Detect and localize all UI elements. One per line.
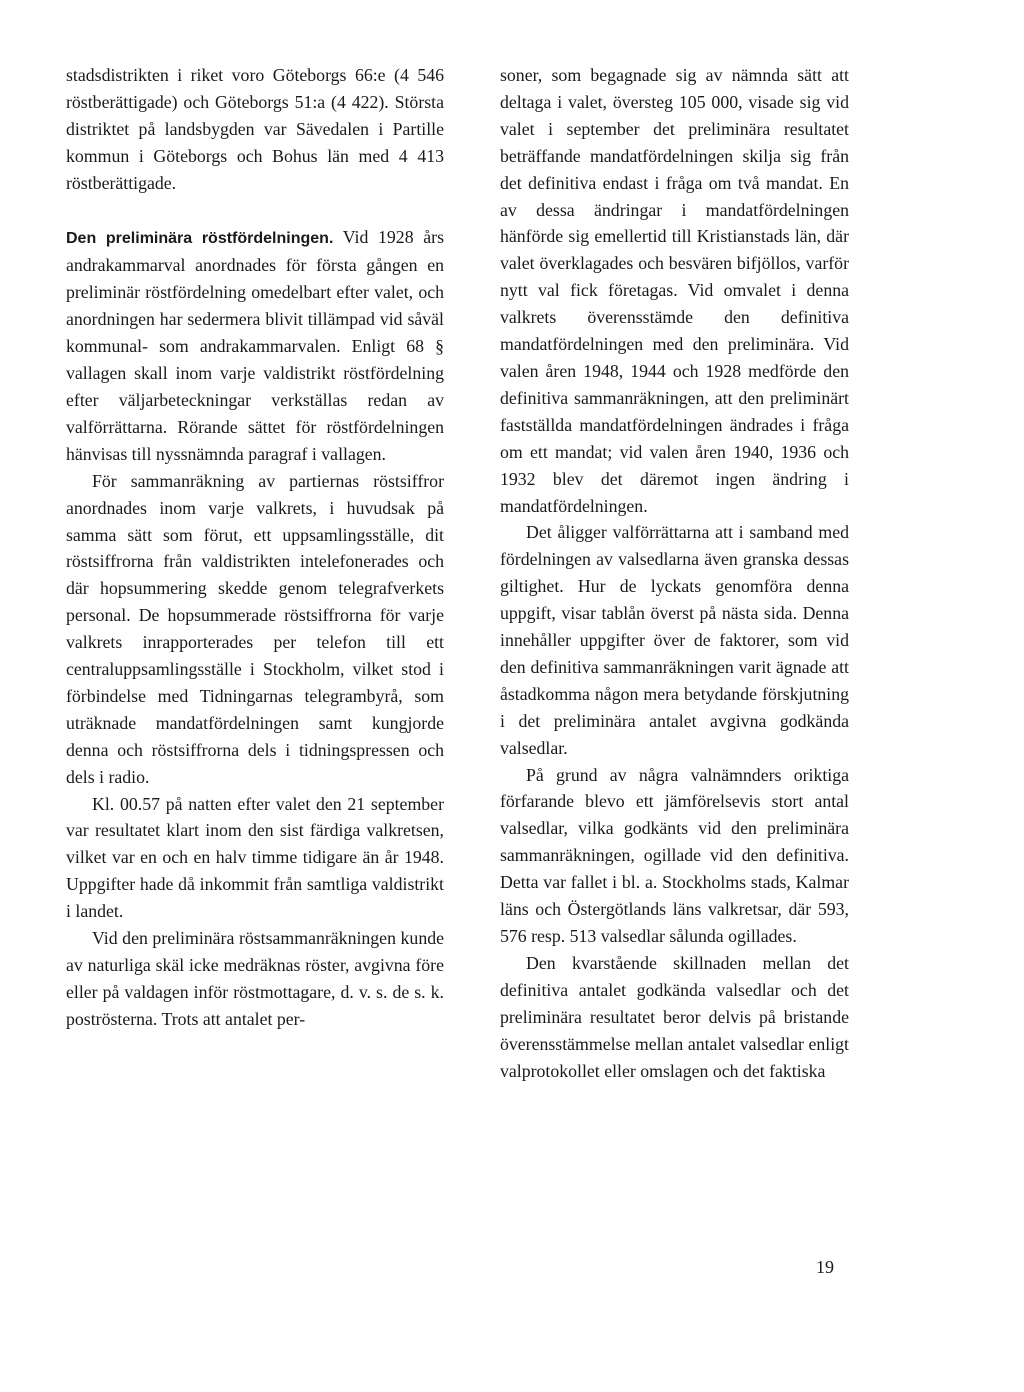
paragraph: stadsdistrikten i riket voro Göteborgs 66:e (4 546 röstberättigade) och Göteborgs 51:a (4 422). Största distriktet på landsbygden var Sävedalen i Partille kommun i Göteborgs och Bohus län med 4 413 röstberättigade. — [66, 65, 444, 193]
paragraph: Vid den preliminära röstsammanräkningen kunde av naturliga skäl icke medräknas röster, avgivna före eller på valdagen inför röstmottagare, d. v. s. de s. k. poströsterna. Trots att antalet per- — [66, 928, 444, 1029]
paragraph: På grund av några valnämnders oriktiga förfarande blevo ett jämförelsevis stort antal valsedlar, vilka godkänts vid den preliminära sammanräkningen, ogillade vid den definitiva. Detta var fallet i bl. a. Stockholms stads, Kalmar läns och Östergötlands läns valkretsar, där 593, 576 resp. 513 valsedlar sålunda ogillades. — [500, 764, 849, 946]
right-column — [500, 62, 849, 1084]
left-column — [66, 62, 444, 1033]
paragraph-gap — [66, 197, 444, 224]
paragraph: Det åligger valförrättarna att i samband med fördelningen av valsedlarna även granska dessas giltighet. Hur de lyckats genomföra denna uppgift, visar tablån överst på nästa sida. Denna innehåller uppgifter över de faktorer, som vid den definitiva sammanräkningen varit ägnade att åstadkomma någon mera betydande förskjutning i det preliminära antalet avgivna godkända valsedlar. — [500, 522, 849, 758]
paragraph: Den kvarstående skillnaden mellan det definitiva antalet godkända valsedlar och det preliminära resultatet beror delvis på bristande överensstämmelse mellan antalet valsedlar enligt valprotokollet eller omslagen och det faktiska — [500, 952, 849, 1081]
page-number: 19 — [816, 1257, 834, 1277]
paragraph: Kl. 00.57 på natten efter valet den 21 september var resultatet klart inom den sist färdiga valkretsen, vilket var en och en halv timme tidigare än år 1948. Uppgifter hade då inkommit från samtliga valdistrikt i landet. — [66, 793, 444, 922]
paragraph — [66, 224, 444, 468]
paragraph-text: Vid 1928 års andrakammarval anordnades för första gången en preliminär röstfördelning omedelbart efter valet, och anordningen har sedermera blivit tillämpad vid såväl kommunal- som andrakammarvalen. Enligt 68 § vallagen skall inom varje valdistrikt röstfördelning efter väljarbeteckningar verkställas redan av valförrättarna. Rörande sättet för röstfördelningen hänvisas till nyssnämnda paragraf i vallagen. — [66, 226, 444, 464]
paragraph: soner, som begagnade sig av nämnda sätt att deltaga i valet, översteg 105 000, visade sig vid valet i september det preliminära resultatet beträffande mandatfördelningen skilja sig från det definitiva endast i fråga om två mandat. En av dessa ändringar i mandatfördelningen hänförde sig emellertid till Kristianstads län, där valet överklagades och besvären bifjöllos, varför nytt val fick företagas. Vid omvalet i denna valkrets överensstämde den definitiva mandatfördelningen med den preliminära. Vid valen åren 1948, 1944 och 1928 medförde den definitiva sammanräkningen, att den preliminärt fastställda mandatfördelningen ändrades i fråga om ett mandat; vid valen åren 1940, 1936 och 1932 blev det däremot ingen ändring i mandatfördelningen. — [500, 65, 849, 516]
paragraph: För sammanräkning av partiernas röstsiffror anordnades inom varje valkrets, i huvudsak på samma sätt som förut, ett uppsamlingsställe, dit röstsiffrorna från valdistrikten intelefonerades och där hopsummering skedde genom telegrafverkets personal. De hopsummerade röstsiffrorna för varje valkrets inrapporterades per telefon till ett centraluppsamlingsställe i Stockholm, vilket stod i förbindelse med Tidningarnas telegrambyrå, som uträknade mandatfördelningen samt kungjorde denna och röstsiffrorna dels i tidningspressen och dels i radio. — [66, 470, 444, 787]
section-heading: Den preliminära röstfördelningen. — [66, 229, 334, 247]
